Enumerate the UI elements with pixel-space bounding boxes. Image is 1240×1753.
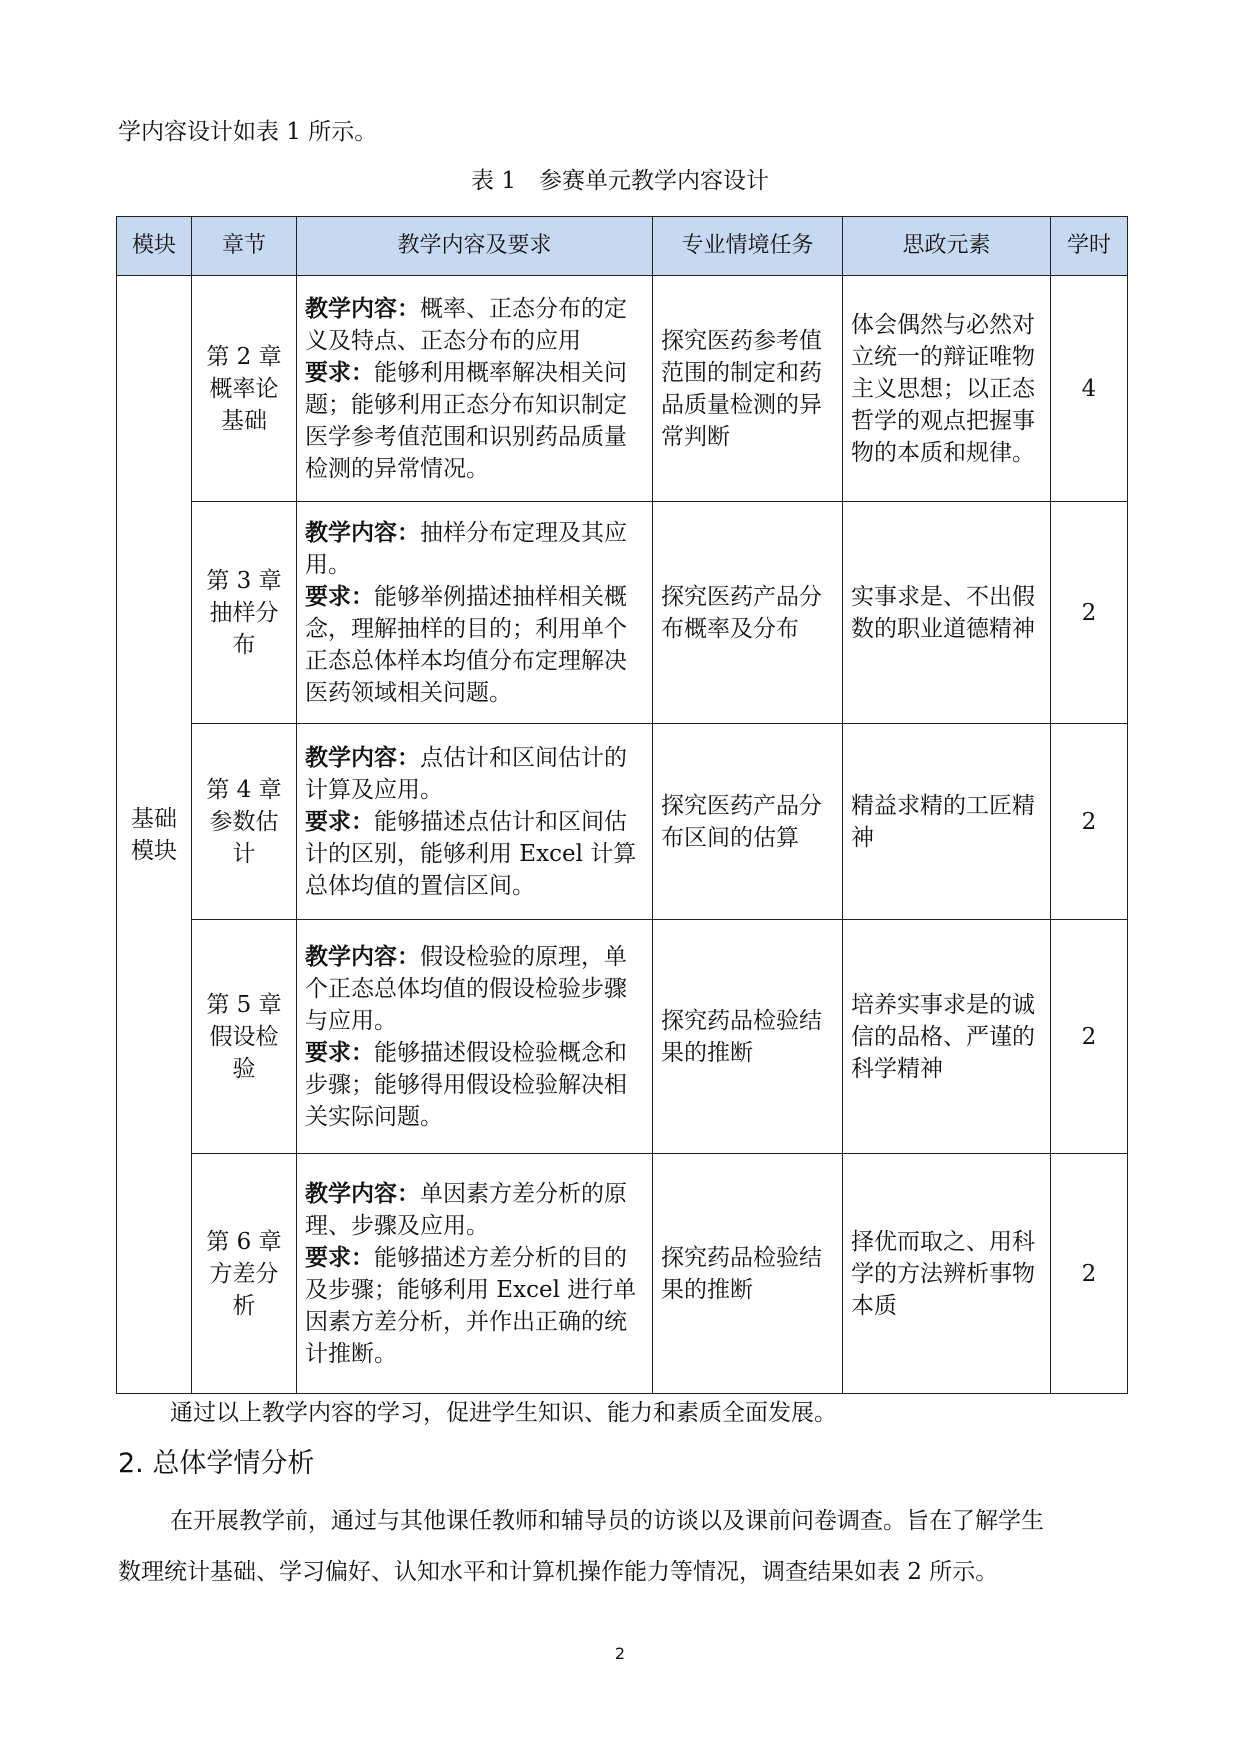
content-cell [297,1154,653,1394]
content-text: 抽样分布定理及其应用。 [305,519,627,578]
chapter-cell: 第 2 章概率论基础 [192,276,297,502]
hours-cell: 4 [1051,276,1128,502]
content-text: 点估计和区间估计的计算及应用。 [305,744,627,803]
module-cell [117,276,192,1394]
requirement-label: 要求： [305,1039,374,1066]
header-hours: 学时 [1051,217,1128,276]
requirement-label: 要求： [305,359,374,386]
ideology-cell: 培养实事求是的诚信的品格、严谨的科学精神 [843,920,1051,1154]
content-text: 假设检验的原理，单个正态总体均值的假设检验步骤与应用。 [305,943,627,1034]
content-cell [297,724,653,920]
header-content: 教学内容及要求 [297,217,653,276]
ideology-cell: 实事求是、不出假数的职业道德精神 [843,502,1051,724]
requirement-text: 能够描述点估计和区间估计的区别，能够利用 Excel 计算总体均值的置信区间。 [305,808,637,899]
requirement-label: 要求： [305,808,374,835]
hours-cell: 2 [1051,502,1128,724]
content-label: 教学内容： [305,519,420,546]
content-cell [297,276,653,502]
table-row [117,724,1128,920]
hours-cell: 2 [1051,724,1128,920]
requirement-text: 能够利用概率解决相关问题；能够利用正态分布知识制定医学参考值范围和识别药品质量检测的异常情况。 [305,359,627,482]
header-task: 专业情境任务 [653,217,843,276]
content-label: 教学内容： [305,295,420,322]
task-cell: 探究医药产品分布概率及分布 [653,502,843,724]
intro-text: 学内容设计如表 1 所示。 [118,119,378,145]
table-caption: 表 1 参赛单元教学内容设计 [471,168,769,194]
requirement-text: 能够举例描述抽样相关概念，理解抽样的目的；利用单个正态总体样本均值分布定理解决医药领域相关问题。 [305,583,627,706]
content-text: 概率、正态分布的定义及特点、正态分布的应用 [305,295,627,354]
content-label: 教学内容： [305,943,420,970]
hours-cell: 2 [1051,920,1128,1154]
page-number: 2 [614,1644,626,1663]
hours-cell: 2 [1051,1154,1128,1394]
module-label: 基础模块 [131,805,177,864]
ideology-cell: 精益求精的工匠精神 [843,724,1051,920]
teaching-content-table [116,216,1128,1394]
table-row [117,276,1128,502]
content-label: 教学内容： [305,744,420,771]
requirement-text: 能够描述假设检验概念和步骤；能够得用假设检验解决相关实际问题。 [305,1039,627,1130]
summary-text: 通过以上教学内容的学习，促进学生知识、能力和素质全面发展。 [170,1400,837,1426]
ideology-cell: 体会偶然与必然对立统一的辩证唯物主义思想；以正态哲学的观点把握事物的本质和规律。 [843,276,1051,502]
table-header-row [117,217,1128,276]
paragraph-line-1: 在开展教学前，通过与其他课任教师和辅导员的访谈以及课前问卷调查。旨在了解学生 [170,1508,1044,1534]
header-ideology: 思政元素 [843,217,1051,276]
task-cell: 探究药品检验结果的推断 [653,1154,843,1394]
section-heading: 2. 总体学情分析 [118,1448,315,1479]
chapter-cell: 第 6 章方差分析 [192,1154,297,1394]
table-row [117,920,1128,1154]
table-row [117,502,1128,724]
header-module: 模块 [117,217,192,276]
requirement-text: 能够描述方差分析的目的及步骤；能够利用 Excel 进行单因素方差分析，并作出正确的统计推断。 [305,1244,637,1367]
paragraph-line-2: 数理统计基础、学习偏好、认知水平和计算机操作能力等情况，调查结果如表 2 所示。 [118,1559,999,1585]
table-row [117,1154,1128,1394]
chapter-cell: 第 4 章参数估计 [192,724,297,920]
content-cell [297,920,653,1154]
header-chapter: 章节 [192,217,297,276]
task-cell: 探究医药参考值范围的制定和药品质量检测的异常判断 [653,276,843,502]
requirement-label: 要求： [305,583,374,610]
content-cell [297,502,653,724]
ideology-cell: 择优而取之、用科学的方法辨析事物本质 [843,1154,1051,1394]
chapter-cell: 第 5 章假设检验 [192,920,297,1154]
content-text: 单因素方差分析的原理、步骤及应用。 [305,1180,627,1239]
task-cell: 探究医药产品分布区间的估算 [653,724,843,920]
requirement-label: 要求： [305,1244,374,1271]
task-cell: 探究药品检验结果的推断 [653,920,843,1154]
content-label: 教学内容： [305,1180,420,1207]
chapter-cell: 第 3 章抽样分布 [192,502,297,724]
